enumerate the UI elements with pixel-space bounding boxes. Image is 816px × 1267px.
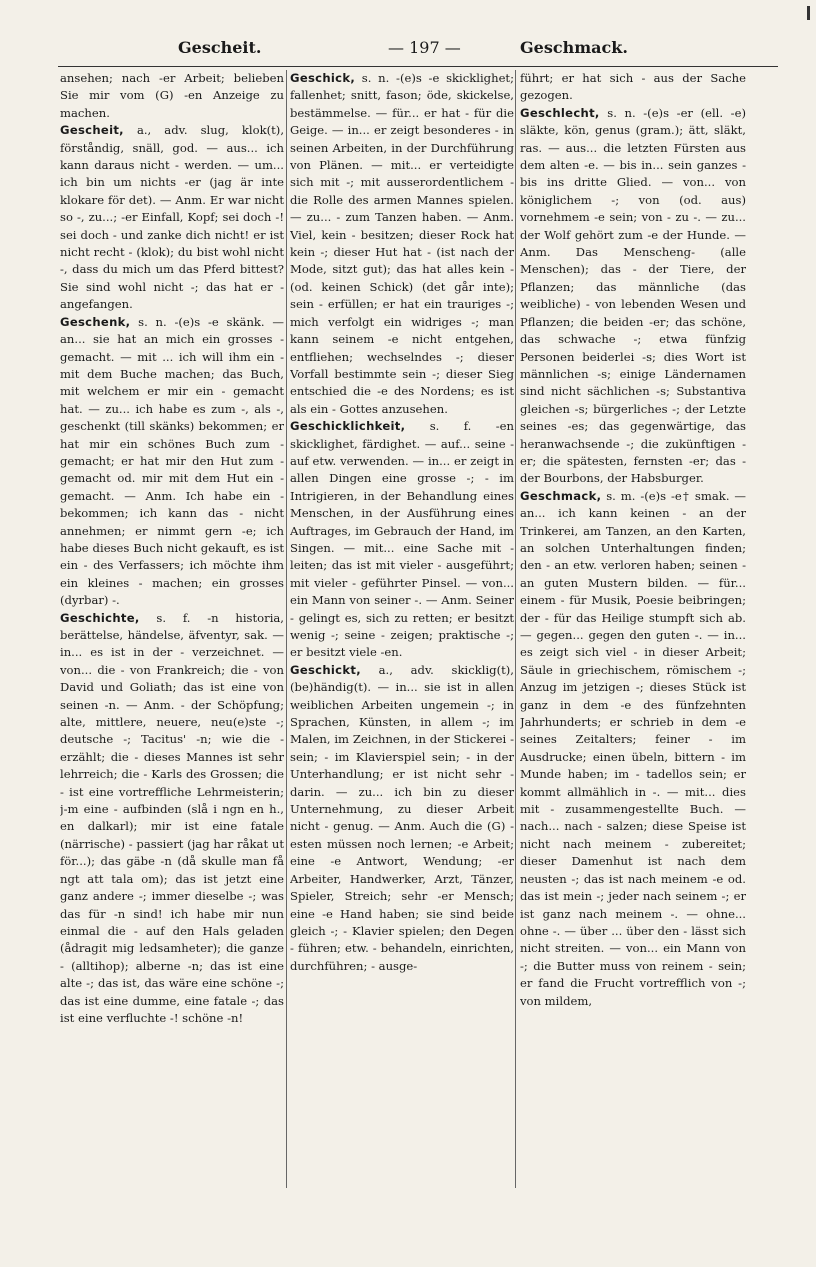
entry: ansehen; nach -er Arbeit; belieben Sie mir vom (G) -en Anzeige zu machen. bbox=[60, 71, 284, 120]
headword: Geschicklichkeit, bbox=[290, 419, 406, 434]
headword: Geschlecht, bbox=[520, 105, 600, 120]
page-number: — 197 — bbox=[388, 38, 461, 57]
header-right-headword: Geschmack. bbox=[520, 38, 628, 57]
entry: Geschlecht, s. n. -(e)s -er (ell. -e) släkte, kön, genus (gram.); ätt, släkt, ras. — aus... die letzten Fürsten aus dem alten -e. — bis in... sein ganzes - bis ins dritte Glied. — von... von königlichem -; von (od. aus) vornehmem -e sein; von - zu -. — zu... der Wolf gehört zum -e der Hunde. — Anm. Das Menscheng- (alle Menschen); das - der Tiere, der Pflanzen; das männliche (das weibliche) - von lebenden Wesen und Pflanzen; die beiden -er; das schöne, das schwache -; etwa fünfzig Personen beiderlei -s; dies Wort ist männlichen -s; einige Ländernamen sind nicht sächlichen -s; Substantiva gleichen -s; bürgerliches -; der Letzte seines -es; das gegenwärtige, das heranwachsende -; die zukünftigen -er; die spätesten, fernsten -er; das - der Bourbons, der Habsburger. bbox=[520, 105, 746, 486]
column-3 bbox=[520, 70, 746, 1190]
header-rule bbox=[58, 66, 778, 67]
entry: Geschmack, s. m. -(e)s -e† smak. — an... ich kann keinen - an der Trinkerei, am Tanzen, an den Karten, an solchen Unterhaltungen finden; den - an etw. verloren haben; seinen - an guten Mustern bilden. — für... einem - für Musik, Poesie beibringen; der - für das Heilige stumpft sich ab. — gegen... gegen den guten -. — in... es zeigt sich viel - in dieser Arbeit; Säule in griechischem, römischem -; Anzug im jetzigen -; dieses Stück ist ganz in dem -e des fünfzehnten Jahrhunderts; er schrieb in dem -e seines Zeitalters; feiner - im Ausdrucke; einen übeln, bittern - im Munde haben; im - tadellos sein; er kommt allmählich in -. — mit... dies mit - zusammengestellte Buch. — nach... nach - salzen; diese Speise ist nicht nach meinem - zubereitet; dieser Damenhut ist nach dem neusten -; das ist nach meinem -e od. das ist mein -; jeder nach seinem -; er ist ganz nach meinem -. — ohne... ohne -. — über ... über den - lässt sich nicht streiten. — von... ein Mann von -; die Butter muss von reinem - sein; er fand die Frucht vortrefflich von -; von mildem, bbox=[520, 488, 746, 1008]
entry: Geschickt, a., adv. skicklig(t), (be)händig(t). — in... sie ist in allen weiblichen Arbeiten ungemein -; in Sprachen, Künsten, in allem -; im Malen, im Zeichnen, in der Stickerei - sein; - im Klavierspiel sein; - in der Unterhandlung; er ist nicht sehr - darin. — zu... ich bin zu dieser Unternehmung, zu dieser Arbeit nicht - genug. — Anm. Auch die (G) -esten müssen noch lernen; -e Arbeit; eine -e Antwort, Wendung; -er Arbeiter, Handwerker, Arzt, Tänzer, Spieler, Streich; sehr -er Mensch; eine -e Hand haben; sie sind beide gleich -; - Klavier spielen; den Degen - führen; etw. - behandeln, einrichten, durchführen; - ausge- bbox=[290, 662, 514, 973]
column-divider bbox=[515, 70, 516, 1188]
edge-mark bbox=[807, 6, 810, 20]
column-1 bbox=[60, 70, 284, 1190]
headword: Geschenk, bbox=[60, 314, 131, 329]
column-divider bbox=[286, 70, 287, 1188]
entry: führt; er hat sich - aus der Sache gezogen. bbox=[520, 71, 746, 103]
headword: Geschick, bbox=[290, 71, 356, 85]
page-header bbox=[58, 38, 758, 62]
entry: Gescheit, a., adv. slug, klok(t), förståndig, snäll, god. — aus... ich kann daraus nicht - werden. — um... ich bin um nichts -er (jag är inte klokare för det). — Anm. Er war nicht so -, zu...; -er Einfall, Kopf; sei doch -! sei doch - und zanke dich nicht! er ist nicht recht - (klok); du bist wohl nicht -, dass du mich um das Pferd bittest? Sie sind wohl nicht -; das hat er - angefangen. bbox=[60, 123, 284, 312]
headword: Geschichte, bbox=[60, 610, 140, 625]
headword: Geschickt, bbox=[290, 662, 361, 677]
header-left-headword: Gescheit. bbox=[178, 38, 262, 57]
column-2 bbox=[290, 70, 514, 1190]
entry: Geschicklichkeit, s. f. -en skicklighet, färdighet. — auf... seine - auf etw. verwenden. — in... er zeigt in allen Dingen eine grosse -; - im Intrigieren, in der Behandlung eines Menschen, in der Ausführung eines Auftrages, im Gebrauch der Hand, im Singen. — mit... eine Sache mit - leiten; das ist mit vieler - ausgeführt; mit vieler - geführter Pinsel. — von... ein Mann von seiner -. — Anm. Seiner - gelingt es, sich zu retten; er besitzt wenig -; seine - zeigen; praktische -; er besitzt viele -en. bbox=[290, 419, 514, 660]
headword: Gescheit, bbox=[60, 123, 124, 138]
entry: Geschenk, s. n. -(e)s -e skänk. — an... sie hat an mich ein grosses - gemacht. — mit ... ich will ihm ein - mit dem Buche machen; das Buch, mit welchem er mir ein - gemacht hat. — zu... ich habe es zum -, als -, geschenkt (till skänks) bekommen; er hat mir ein schönes Buch zum - gemacht; er hat mir den Hut zum - gemacht od. mir mit dem Hut ein - gemacht. — Anm. Ich habe ein - bekommen; ich kann das - nicht annehmen; er nimmt gern -e; ich habe dieses Buch nicht gekauft, es ist ein - des Verfassers; ich möchte ihm ein kleines - machen; ein grosses (dyrbar) -. bbox=[60, 314, 284, 608]
entry: Geschick, s. n. -(e)s -e skicklighet; fallenhet; snitt, fason; öde, skickelse, bestämmelse. — für... er hat - für die Geige. — in... er zeigt besonderes - in seinen Arbeiten, in der Durchführung von Plänen. — mit... er verteidigte sich mit -; mit ausserordentlichem - die Rolle des armen Mannes spielen. — zu... - zum Tanzen haben. — Anm. Viel, kein - besitzen; dieser Rock hat kein -; dieser Hut hat - (ist nach der Mode, sitzt gut); das hat alles kein - (od. keinen Schick) (det går inte); sein - erfüllen; er hat ein trauriges -; mich verfolgt ein widriges -; man kann seinem -e nicht entgehen, entfliehen; wechselndes -; dieser Vorfall bestimmte sein -; dieser Sieg entschied die -e des Nordens; es ist als ein - Gottes anzusehen. bbox=[290, 71, 514, 416]
entry: Geschichte, s. f. -n historia, berättelse, händelse, äfventyr, sak. — in... es ist in der - verzeichnet. — von... die - von Frankreich; die - von David und Goliath; das ist eine von seinen -n. — Anm. - der Schöpfung; alte, mittlere, neuere, neu(e)ste -; deutsche -; Tacitus' -n; wie die - erzählt; die - dieses Mannes ist sehr lehrreich; die - Karls des Grossen; die - ist eine vortreffliche Lehrmeisterin; j-m eine - aufbinden (slå i ngn en h., en dalkarl); mir ist eine fatale (närrische) - passiert (jag har råkat ut för...); das gäbe -n (då skulle man få ngt att tala om); das ist jetzt eine ganz andere -; immer dieselbe -; was das für -n sind! ich habe mir nun einmal die - auf den Hals geladen (ådragit mig ledsamheter); die ganze - (alltihop); alberne -n; das ist eine alte -; das ist, das wäre eine schöne -; das ist eine dumme, eine fatale -; das ist eine verfluchte -! schöne -n! bbox=[60, 610, 284, 1025]
headword: Geschmack, bbox=[520, 488, 602, 503]
